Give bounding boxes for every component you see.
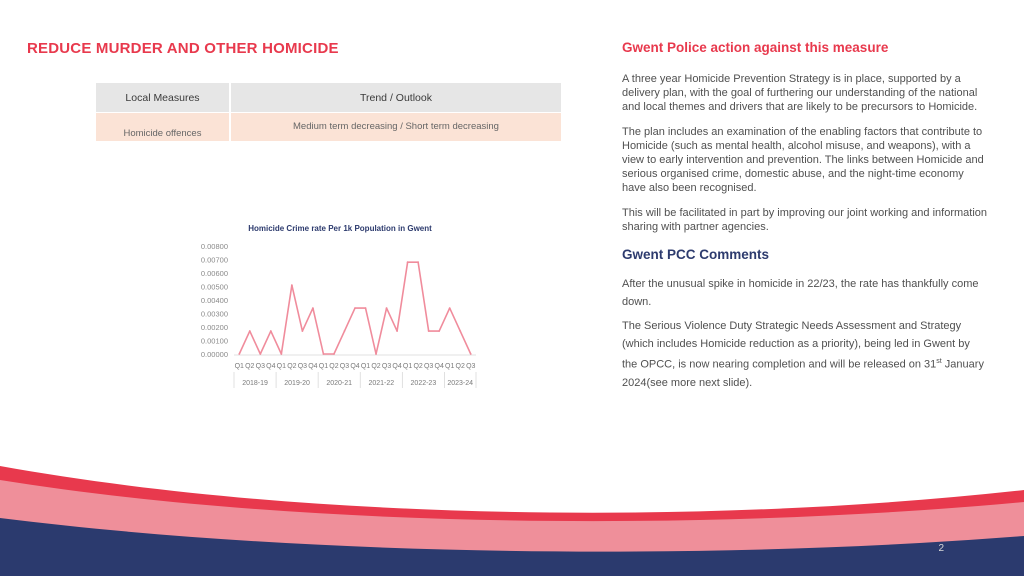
x-tick-label: Q3 <box>423 363 434 370</box>
page-number: 2 <box>938 543 944 554</box>
action-paragraph: The plan includes an examination of the enabling factors that contribute to Homicide (such as mental health, alcohol misuse, and weapons), with a view to early intervention and prevention. The links between Homicide and serious organised crime, domestic abuse, and the night-time economy have also been recognised. <box>622 125 984 195</box>
x-tick-label: Q4 <box>392 363 402 370</box>
table-row <box>96 113 561 142</box>
data-point <box>449 307 451 309</box>
y-tick-label: 0.00300 <box>200 309 228 319</box>
year-group-label: 2020-21 <box>326 380 353 387</box>
x-tick-label: Q1 <box>276 363 287 370</box>
year-group-label: 2018-19 <box>242 380 268 387</box>
measure-cell: Homicide offences <box>96 113 230 142</box>
data-point <box>312 307 314 309</box>
x-tick-label: Q1 <box>445 363 455 370</box>
data-point <box>323 353 325 355</box>
header-local-measures: Local Measures <box>96 83 230 113</box>
x-tick-label: Q4 <box>266 363 276 370</box>
x-tick-label: Q3 <box>381 363 392 370</box>
x-tick-label: Q2 <box>371 363 381 370</box>
header-trend-outlook: Trend / Outlook <box>230 83 561 113</box>
data-point <box>386 307 388 309</box>
data-point <box>344 330 346 332</box>
data-point <box>249 330 251 332</box>
footer-wave-band <box>0 460 1024 576</box>
pcc-heading: Gwent PCC Comments <box>622 247 770 263</box>
year-group-label: 2021-22 <box>368 380 395 387</box>
data-point <box>354 307 356 309</box>
y-tick-label: 0.00500 <box>200 282 228 292</box>
data-point <box>301 330 303 332</box>
chart-title: Homicide Crime rate Per 1k Population in Gwent <box>248 224 432 233</box>
chart-canvas <box>190 218 490 398</box>
x-tick-label: Q1 <box>318 363 329 370</box>
x-tick-label: Q2 <box>287 363 297 370</box>
x-tick-label: Q1 <box>402 363 413 370</box>
data-point <box>270 330 272 332</box>
action-heading: Gwent Police action against this measure <box>622 40 889 55</box>
x-tick-label: Q1 <box>360 363 371 370</box>
data-point <box>280 353 282 355</box>
x-tick-label: Q3 <box>339 363 350 370</box>
pcc-paragraph: After the unusual spike in homicide in 22/23, the rate has thankfully come down. <box>622 278 979 309</box>
year-group-label: 2019-20 <box>284 380 310 387</box>
data-point <box>438 330 440 332</box>
x-tick-label: Q2 <box>455 363 465 370</box>
data-point <box>375 353 377 355</box>
data-point <box>333 353 335 355</box>
action-paragraph: This will be facilitated in part by improving our joint working and information sharing with partner agencies. <box>622 206 988 233</box>
pcc-paragraph <box>622 317 987 392</box>
data-point <box>238 353 240 355</box>
y-tick-label: 0.00700 <box>200 255 228 265</box>
x-tick-label: Q3 <box>297 363 308 370</box>
y-tick-label: 0.00800 <box>200 242 228 251</box>
x-tick-label: Q2 <box>413 363 423 370</box>
data-point <box>291 284 293 286</box>
data-point <box>470 353 472 355</box>
y-tick-label: 0.00200 <box>200 323 228 332</box>
data-point <box>428 330 430 332</box>
y-tick-label: 0.00400 <box>200 296 228 305</box>
x-tick-label: Q4 <box>350 363 360 370</box>
trend-cell: Medium term decreasing / Short term decreasing <box>230 113 561 142</box>
x-tick-label: Q4 <box>434 363 444 370</box>
data-point <box>417 261 419 263</box>
data-point <box>407 261 409 263</box>
year-group-label: 2023-24 <box>447 380 474 387</box>
pcc-text: The Serious Violence Duty Strategic Needs Assessment and Strategy (which includes Homicide reduction as a priority), being led in Gwent by the OPCC, is now nearing completion and will be released on 31 <box>622 320 970 371</box>
data-point <box>365 307 367 309</box>
local-measures-table <box>96 83 561 141</box>
y-tick-label: 0.00000 <box>200 350 228 359</box>
x-tick-label: Q3 <box>466 363 476 370</box>
x-tick-label: Q2 <box>245 363 255 370</box>
right-column <box>622 40 987 392</box>
pcc-text-end: January 2024(see more next slide). <box>622 358 984 389</box>
homicide-rate-chart <box>190 218 490 398</box>
x-tick-label: Q3 <box>255 363 265 370</box>
x-tick-label: Q2 <box>329 363 339 370</box>
pcc-superscript: st <box>936 358 942 366</box>
y-tick-label: 0.00100 <box>200 336 228 346</box>
action-paragraph: A three year Homicide Prevention Strategy is in place, supported by a delivery plan, with the goal of furthering our understanding of the national and local themes and drivers that are likely to be precursors to Homicide. <box>622 73 978 114</box>
y-tick-label: 0.00600 <box>200 269 228 278</box>
pcc-comments <box>622 275 987 392</box>
x-tick-label: Q1 <box>234 363 244 370</box>
table-header-row <box>96 83 561 113</box>
year-group-label: 2022-23 <box>410 380 437 387</box>
x-tick-label: Q4 <box>308 363 318 370</box>
data-point <box>259 353 261 355</box>
slide-title: REDUCE MURDER AND OTHER HOMICIDE <box>27 40 339 57</box>
data-point <box>459 330 461 332</box>
data-point <box>396 330 398 332</box>
